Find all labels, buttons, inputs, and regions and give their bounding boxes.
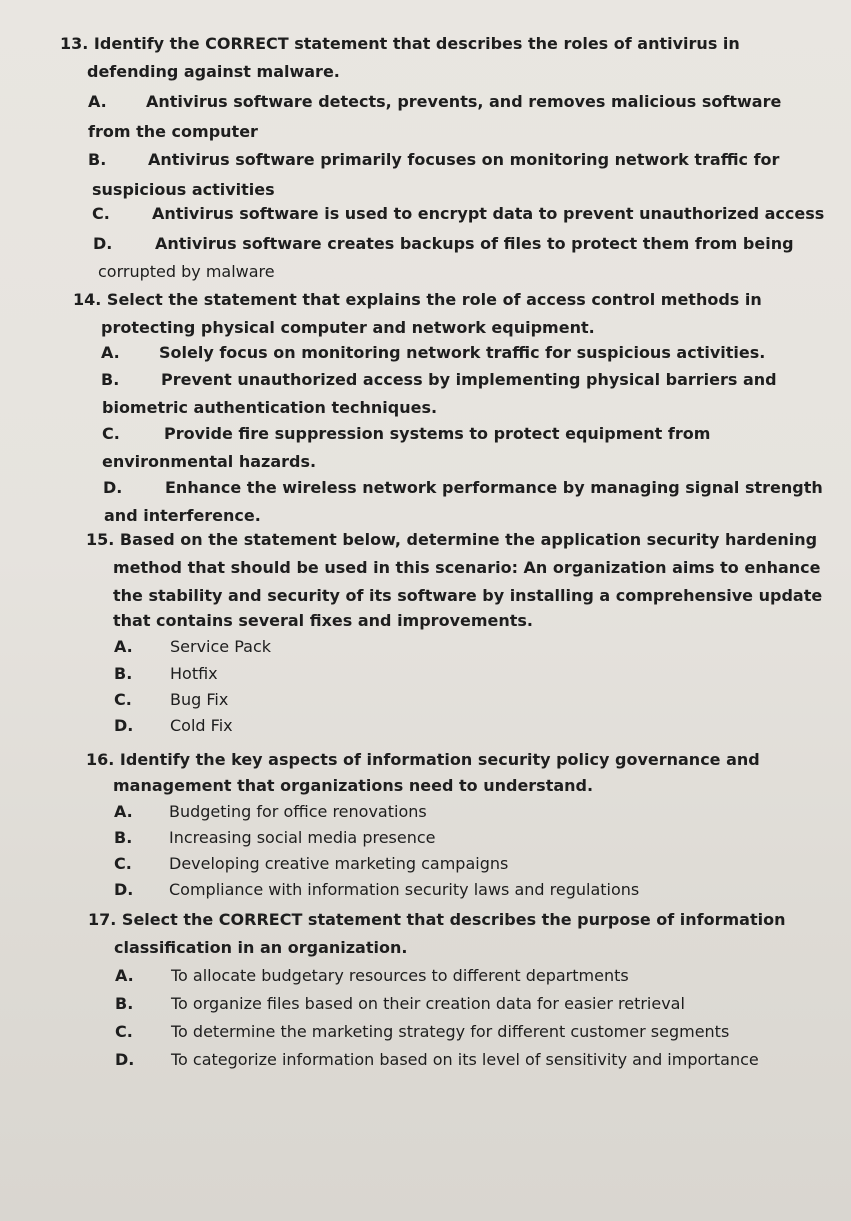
- q17-option-b: B. To organize files based on their creation data for easier retrieval: [115, 994, 685, 1013]
- question-16-prompt-cont: [113, 772, 593, 800]
- question-15-prompt-cont-1: [113, 554, 821, 582]
- q17-option-c: C. To determine the marketing strategy for different customer segments: [115, 1022, 730, 1041]
- question-13-line1: 13. Identify the CORRECT statement that describes the roles of antivirus in: [60, 34, 740, 53]
- q14-option-b-cont: biometric authentication techniques.: [102, 398, 438, 417]
- question-13-line2: defending against malware.: [87, 62, 340, 81]
- question-16-line1: 16. Identify the key aspects of information security policy governance and: [86, 750, 760, 769]
- q13-option-d: D. Antivirus software creates backups of files to protect them from being: [93, 234, 794, 253]
- question-15-prompt-cont-3: [113, 607, 533, 635]
- q13-option-b-cont: suspicious activities: [92, 180, 275, 199]
- question-17-line2: classification in an organization.: [114, 938, 408, 957]
- q14-option-b: B. Prevent unauthorized access by implementing physical barriers and: [101, 370, 777, 389]
- q13-option-a-cont: from the computer: [88, 122, 258, 141]
- q15-option-c: C. Bug Fix: [114, 690, 229, 709]
- question-14-prompt-cont: [101, 314, 595, 342]
- question-15-prompt: [86, 526, 817, 554]
- q13-option-a: A. Antivirus software detects, prevents, and removes malicious software: [88, 92, 782, 111]
- question-13-prompt-cont: [87, 58, 340, 86]
- question-16-prompt: [86, 746, 760, 774]
- question-13-prompt: [60, 30, 740, 58]
- q14-option-c: C. Provide fire suppression systems to protect equipment from: [102, 424, 711, 443]
- q14-option-d: D. Enhance the wireless network performance by managing signal strength: [103, 478, 823, 497]
- question-17-line1: 17. Select the CORRECT statement that describes the purpose of information: [88, 910, 786, 929]
- question-16-line2: management that organizations need to understand.: [113, 776, 594, 795]
- question-14-line2: protecting physical computer and network equipment.: [101, 318, 595, 337]
- q13-option-d-cont: corrupted by malware: [98, 262, 275, 281]
- q17-option-d: D. To categorize information based on its level of sensitivity and importance: [115, 1050, 759, 1069]
- q14-option-a: A. Solely focus on monitoring network traffic for suspicious activities.: [101, 343, 766, 362]
- question-14-prompt: [73, 286, 762, 314]
- q16-option-a: A. Budgeting for office renovations: [114, 802, 427, 821]
- question-17-prompt: [88, 906, 785, 934]
- q14-option-d-cont: and interference.: [104, 506, 261, 525]
- q15-option-b: B. Hotfix: [114, 664, 218, 683]
- q15-option-d: D. Cold Fix: [114, 716, 233, 735]
- question-15-line4: that contains several fixes and improvements.: [113, 611, 534, 630]
- question-14-line1: 14. Select the statement that explains the role of access control methods in: [73, 290, 762, 309]
- q13-option-b: B. Antivirus software primarily focuses on monitoring network traffic for: [88, 150, 780, 169]
- q14-option-c-cont: environmental hazards.: [102, 452, 317, 471]
- q16-option-d: D. Compliance with information security laws and regulations: [114, 880, 640, 899]
- q15-option-a: A. Service Pack: [114, 637, 272, 656]
- q16-option-b: B. Increasing social media presence: [114, 828, 436, 847]
- question-17-prompt-cont: [114, 934, 407, 962]
- question-15-line2: method that should be used in this scenario: An organization aims to enhance: [113, 558, 821, 577]
- question-15-line1: 15. Based on the statement below, determine the application security hardening: [86, 530, 818, 549]
- q13-option-c: C. Antivirus software is used to encrypt data to prevent unauthorized access: [92, 204, 825, 223]
- q16-option-c: C. Developing creative marketing campaigns: [114, 854, 509, 873]
- q17-option-a: A. To allocate budgetary resources to different departments: [115, 966, 629, 985]
- question-15-prompt-cont-2: [113, 582, 822, 610]
- question-15-line3: the stability and security of its software by installing a comprehensive update: [113, 586, 823, 605]
